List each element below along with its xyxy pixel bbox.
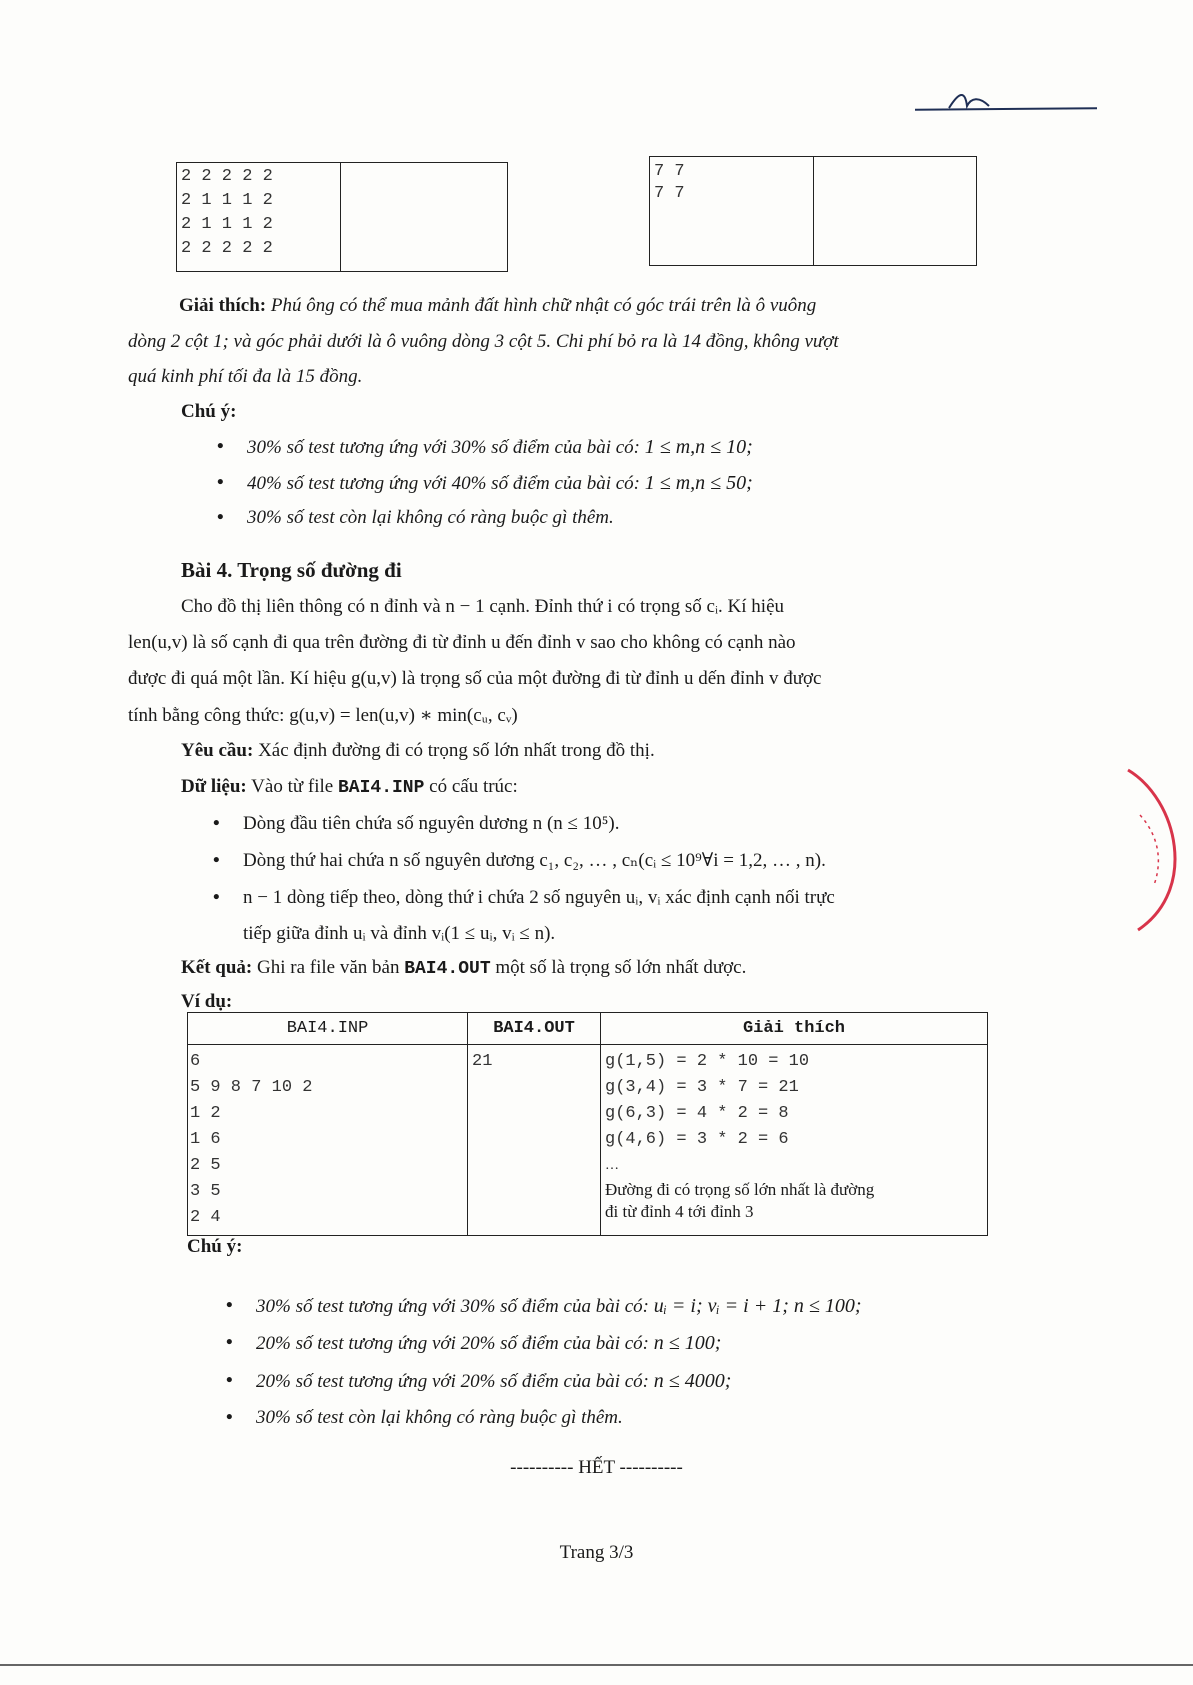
note3-item: [247, 437, 753, 457]
input-line: 1 6: [190, 1130, 221, 1149]
expl-line: g(4,6) = 3 * 2 = 6: [605, 1130, 789, 1149]
input-cell: [188, 1045, 468, 1236]
signature-mark: [945, 88, 995, 114]
explanation-cell: [601, 1045, 988, 1236]
code-line: 7 7: [654, 184, 685, 203]
note-math: n ≤ 100;: [653, 1332, 722, 1354]
note-math: n ≤ 4000;: [653, 1370, 732, 1392]
stamp-fragment: [1118, 760, 1193, 935]
explanation-line-3: quá kinh phí tối đa là 15 đồng.: [128, 366, 363, 387]
note-text: 30% số test còn lại không có ràng buộc gì thêm.: [256, 1407, 623, 1428]
explanation-line-1: [179, 296, 816, 315]
example3-input-cell-2: [650, 157, 814, 266]
note3-item: [247, 473, 753, 493]
data-item: • n − 1 dòng tiếp theo, dòng thứ i chứa 2 số nguyên uᵢ, vᵢ xác định cạnh nối trực: [243, 888, 835, 907]
data-item: • Dòng đầu tiên chứa số nguyên dương n (n ≤ 10⁵).: [243, 814, 619, 833]
data-text: có cấu trúc:: [424, 776, 518, 797]
expl-dots: …: [605, 1158, 619, 1173]
table-header: BAI4.OUT: [468, 1013, 601, 1045]
requirement-label: Yêu cầu:: [181, 740, 254, 761]
data-item-continuation: tiếp giữa đỉnh uᵢ và đỉnh vᵢ(1 ≤ uᵢ, vᵢ ≤ n).: [243, 923, 556, 944]
end-mark: ---------- HẾT ----------: [510, 1457, 683, 1478]
note4-item: [256, 1371, 731, 1391]
example3-output-cell-2: [814, 157, 977, 266]
paragraph-line: len(u,v) là số cạnh đi qua trên đường đi từ đỉnh u đến đỉnh v sao cho không có cạnh nào: [128, 632, 796, 653]
note-text: 20% số test tương ứng với 20% số điểm của bài có:: [256, 1333, 654, 1354]
output-filename: BAI4.OUT: [404, 959, 491, 979]
paragraph-line: tính bằng công thức: g(u,v) = len(u,v) ∗ min(cᵤ, cᵥ): [128, 705, 518, 726]
result-text: một số là trọng số lớn nhất dược.: [490, 957, 747, 978]
expl-line: g(6,3) = 4 * 2 = 8: [605, 1104, 789, 1123]
table-header: Giải thích: [601, 1013, 988, 1045]
note-text: 30% số test tương ứng với 30% số điểm của bài có:: [247, 437, 645, 458]
input-line: 2 4: [190, 1208, 221, 1227]
table-header: BAI4.INP: [188, 1013, 468, 1045]
code-line: 2 2 2 2 2: [181, 167, 273, 186]
note3-label: Chú ý:: [181, 401, 237, 422]
note4-item: [256, 1296, 862, 1316]
note4-item: [256, 1408, 623, 1427]
example3-output-cell: [341, 163, 508, 272]
result-line: [181, 958, 746, 978]
paragraph-line: được đi quá một lần. Kí hiệu g(u,v) là trọng số của một đường đi từ đỉnh u dến đỉnh v được: [128, 668, 822, 689]
output-cell: 21: [468, 1045, 601, 1236]
example3-table-1: [176, 162, 508, 272]
page-number: Trang 3/3: [559, 1542, 634, 1563]
code-line: 2 2 2 2 2: [181, 239, 273, 258]
code-line: 2 1 1 1 2: [181, 215, 273, 234]
note4-label: Chú ý:: [187, 1236, 243, 1257]
input-filename: BAI4.INP: [337, 778, 425, 798]
requirement-text: Xác định đường đi có trọng số lớn nhất trong đồ thị.: [253, 740, 655, 761]
note-math: 1 ≤ m,n ≤ 50;: [644, 472, 753, 494]
example3-input-cell: [177, 163, 341, 272]
expl-text: đi từ đỉnh 4 tới đỉnh 3: [605, 1202, 754, 1221]
data-label: Dữ liệu:: [181, 776, 247, 797]
data-text: Vào từ file: [246, 776, 338, 797]
input-line: 6: [190, 1052, 201, 1071]
note-math: 1 ≤ m,n ≤ 10;: [644, 436, 753, 458]
code-line: 7 7: [654, 162, 685, 181]
data-line: [181, 777, 518, 797]
data-item: • Dòng thứ hai chứa n số nguyên dương c₁, c₂, … , cₙ(cᵢ ≤ 10⁹∀i = 1,2, … , n).: [243, 851, 826, 870]
note-text: 30% số test còn lại không có ràng buộc gì thêm.: [247, 507, 614, 528]
note-text: 40% số test tương ứng với 40% số điểm của bài có:: [247, 473, 645, 494]
expl-line: g(1,5) = 2 * 10 = 10: [605, 1052, 810, 1071]
note-text: 20% số test tương ứng với 20% số điểm của bài có:: [256, 1371, 654, 1392]
result-label: Kết quả:: [181, 957, 253, 978]
expl-line: g(3,4) = 3 * 7 = 21: [605, 1078, 799, 1097]
example-table: [187, 1012, 988, 1236]
note-math: uᵢ = i; vᵢ = i + 1; n ≤ 100;: [653, 1295, 862, 1317]
expl-text: Đường đi có trọng số lớn nhất là đường: [605, 1180, 875, 1199]
paragraph-line: Cho đồ thị liên thông có n đỉnh và n − 1 cạnh. Đỉnh thứ i có trọng số cᵢ. Kí hiệu: [181, 596, 785, 617]
section-title: Bài 4. Trọng số đường đi: [181, 558, 402, 582]
signature-line: [915, 107, 1097, 111]
input-line: 5 9 8 7 10 2: [190, 1078, 313, 1097]
example3-table-2: [649, 156, 977, 266]
code-line: 2 1 1 1 2: [181, 191, 273, 210]
input-line: 1 2: [190, 1104, 221, 1123]
note3-item: [247, 508, 614, 527]
note-text: 30% số test tương ứng với 30% số điểm của bài có:: [256, 1296, 654, 1317]
input-line: 2 5: [190, 1156, 221, 1175]
scan-edge: [0, 1664, 1193, 1666]
result-text: Ghi ra file văn bản: [252, 957, 405, 978]
explanation-label: Giải thích:: [179, 295, 267, 316]
explanation-line-2: dòng 2 cột 1; và góc phải dưới là ô vuông dòng 3 cột 5. Chi phí bỏ ra là 14 đồng, không vượt: [128, 331, 839, 352]
example-label: Ví dụ:: [181, 991, 233, 1012]
explanation-text: Phú ông có thể mua mảnh đất hình chữ nhật có góc trái trên là ô vuông: [270, 295, 817, 316]
requirement-line: [181, 741, 655, 760]
input-line: 3 5: [190, 1182, 221, 1201]
note4-item: [256, 1333, 721, 1353]
